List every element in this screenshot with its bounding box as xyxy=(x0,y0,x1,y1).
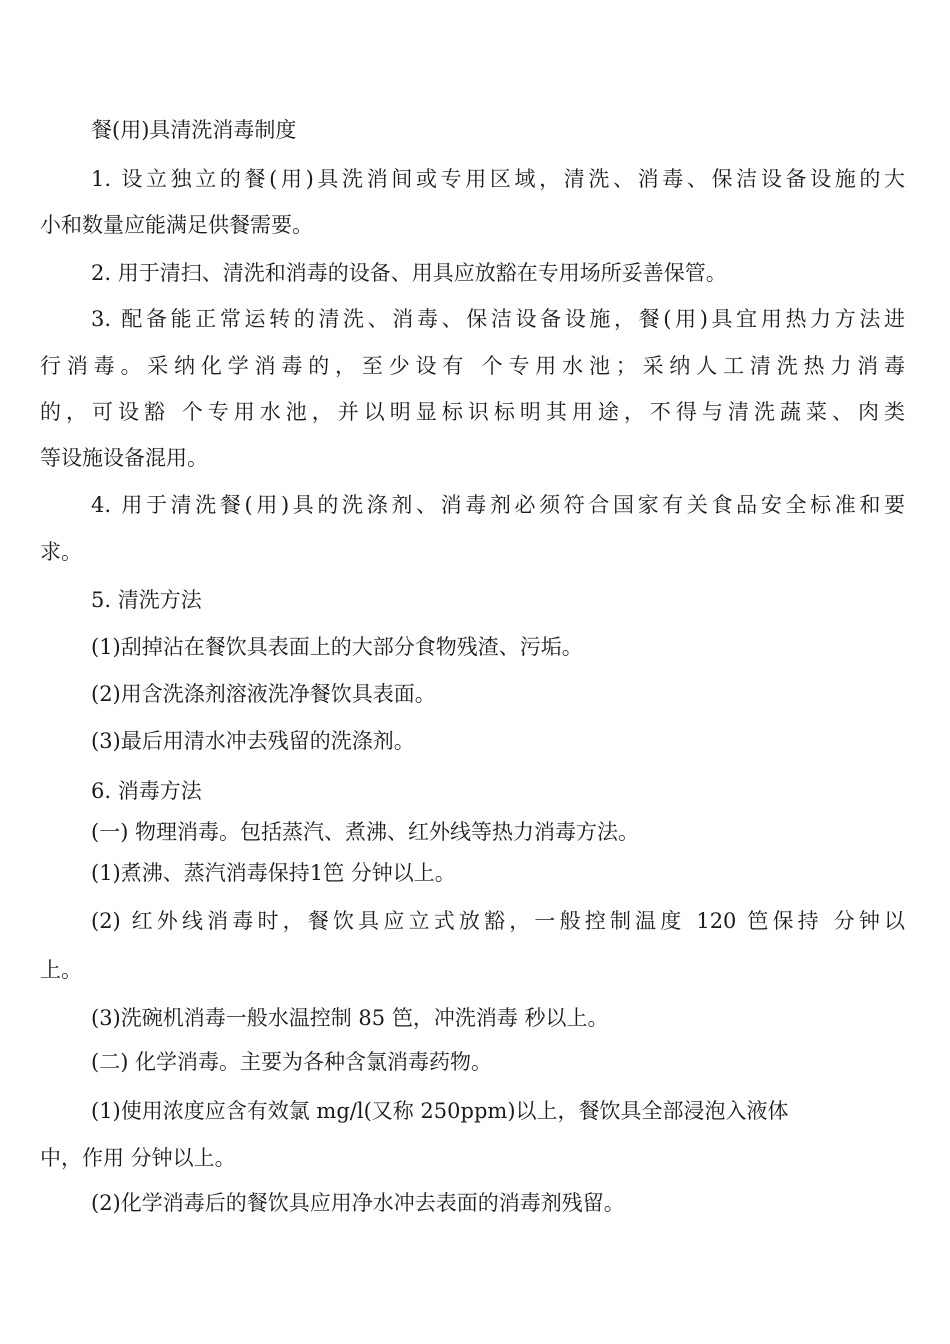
section-6-chemical-item-2: (2)化学消毒后的餐饮具应用净水冲去表面的消毒剂残留。 xyxy=(91,1191,625,1215)
paragraph-1-line-1: 1. 设立独立的餐(用)具洗消间或专用区域，清洗、消毒、保洁设备设施的大 xyxy=(91,167,905,191)
section-5-item-3: (3)最后用清水冲去残留的洗涤剂。 xyxy=(91,729,415,753)
section-5-title: 5. 清洗方法 xyxy=(91,588,202,612)
section-6-chemical-item-1-line-1: (1)使用浓度应含有效氯 mg/l(又称 250ppm)以上，餐饮具全部浸泡入液体 xyxy=(91,1099,789,1123)
paragraph-3-line-2: 行消毒。采纳化学消毒的，至少设有 个专用水池；采纳人工清洗热力消毒 xyxy=(40,354,905,378)
document-title: 餐(用)具清洗消毒制度 xyxy=(91,118,297,142)
section-6-physical-item-2-line-2: 上。 xyxy=(40,958,82,982)
section-6-physical-item-2-line-1: (2) 红外线消毒时，餐饮具应立式放豁，一般控制温度 120 笆保持 分钟以 xyxy=(91,909,905,933)
paragraph-2: 2. 用于清扫、清洗和消毒的设备、用具应放豁在专用场所妥善保管。 xyxy=(91,261,727,285)
paragraph-3-line-4: 等设施设备混用。 xyxy=(40,446,208,470)
section-6-physical-item-1: (1)煮沸、蒸汽消毒保持1笆 分钟以上。 xyxy=(91,861,456,885)
paragraph-4-line-2: 求。 xyxy=(40,540,82,564)
paragraph-3-line-3: 的，可设豁 个专用水池，并以明显标识标明其用途，不得与清洗蔬菜、肉类 xyxy=(40,400,905,424)
section-5-item-1: (1)刮掉沾在餐饮具表面上的大部分食物残渣、污垢。 xyxy=(91,635,583,659)
section-6-physical-item-3: (3)洗碗机消毒一般水温控制 85 笆，冲洗消毒 秒以上。 xyxy=(91,1006,609,1030)
paragraph-3-line-1: 3. 配备能正常运转的清洗、消毒、保洁设备设施，餐(用)具宜用热力方法进 xyxy=(91,307,905,331)
section-6-chemical-heading: (二) 化学消毒。主要为各种含氯消毒药物。 xyxy=(91,1050,493,1074)
section-5-item-2: (2)用含洗涤剂溶液洗净餐饮具表面。 xyxy=(91,682,436,706)
section-6-physical-heading: (一) 物理消毒。包括蒸汽、煮沸、红外线等热力消毒方法。 xyxy=(91,820,640,844)
paragraph-4-line-1: 4. 用于清洗餐(用)具的洗涤剂、消毒剂必须符合国家有关食品安全标准和要 xyxy=(91,493,905,517)
section-6-title: 6. 消毒方法 xyxy=(91,779,202,803)
paragraph-1-line-2: 小和数量应能满足供餐需要。 xyxy=(40,213,313,237)
section-6-chemical-item-1-line-2: 中，作用 分钟以上。 xyxy=(40,1146,236,1170)
